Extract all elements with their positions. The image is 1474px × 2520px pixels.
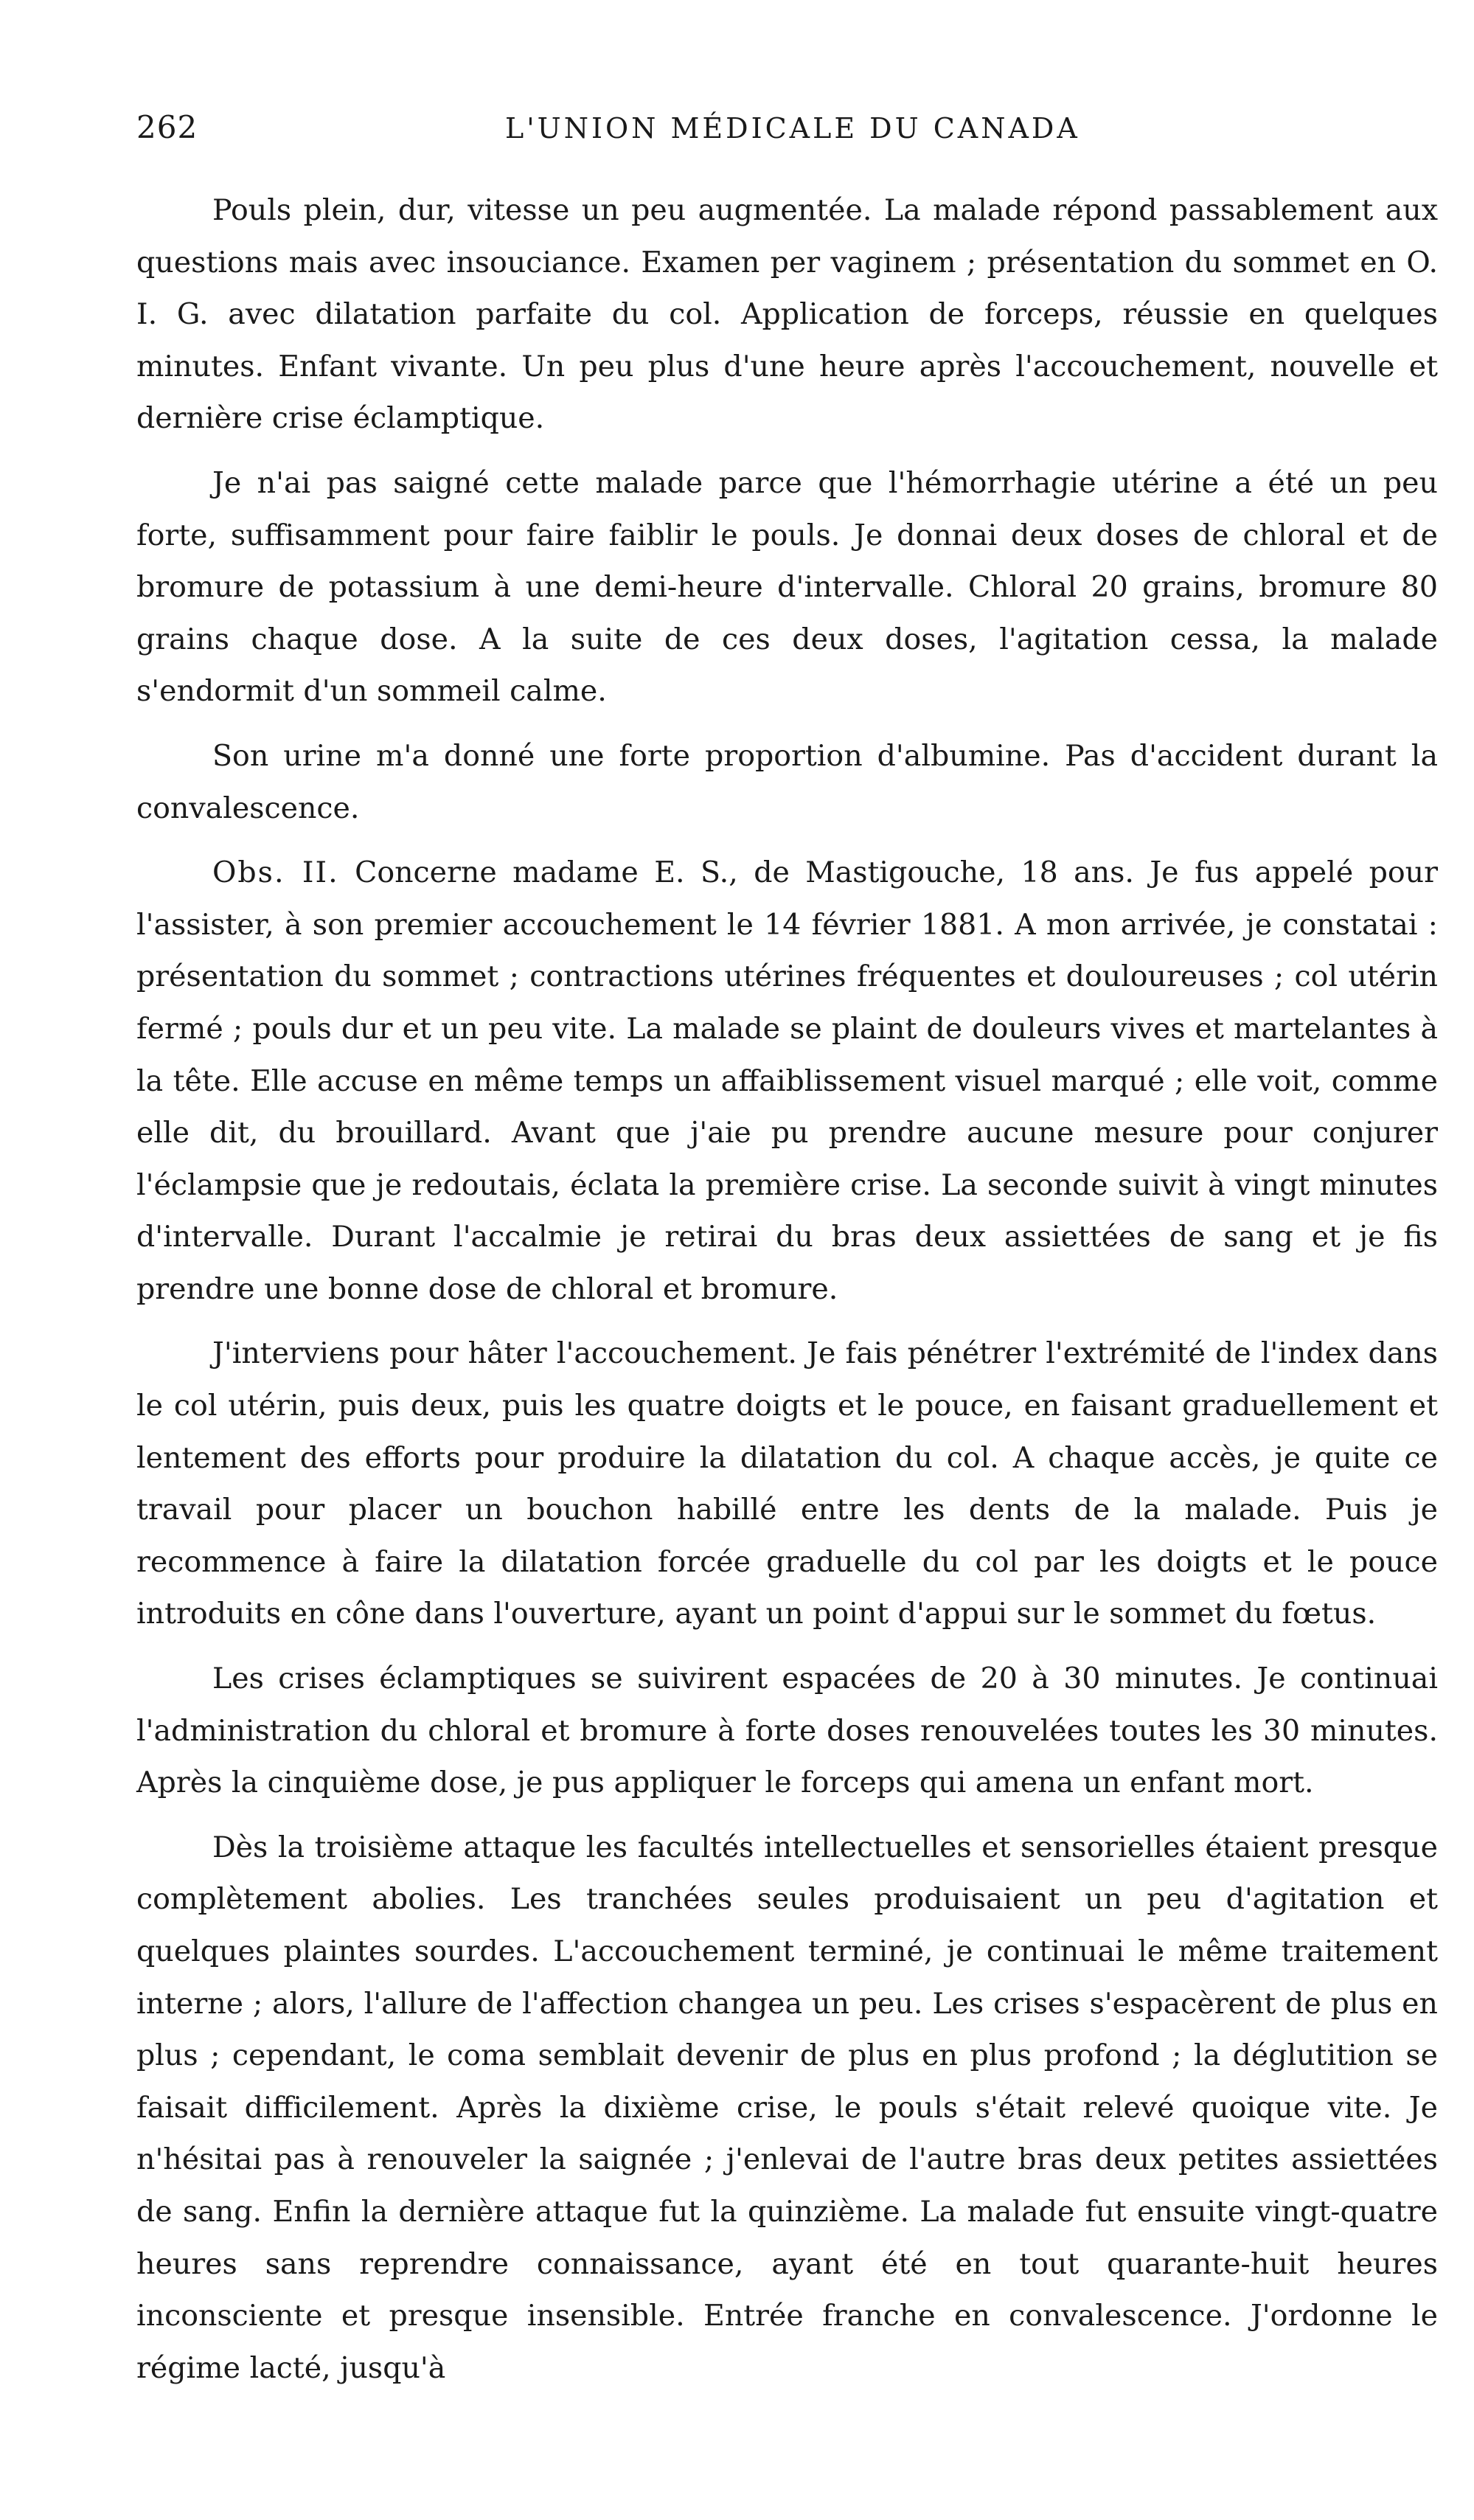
body-text bbox=[136, 184, 1438, 2406]
paragraph-5: J'interviens pour hâter l'accouchement. Je fais pénétrer l'extrémité de l'index dans le col utérin, puis deux, puis les quatre doigts et le pouce, en faisant graduellement et lentement des efforts pour produire la dilatation du col. A chaque accès, je quite ce travail pour placer un bouchon habillé entre les dents de la malade. Puis je recommence à faire la dilatation forcée graduelle du col par les doigts et le pouce introduits en cône dans l'ouverture, ayant un point d'appui sur le sommet du fœtus. bbox=[136, 1336, 1438, 1631]
page-header bbox=[136, 109, 1132, 153]
paragraph-6: Les crises éclamptiques se suivirent espacées de 20 à 30 minutes. Je continuai l'administration du chloral et bromure à forte doses renouvelées toutes les 30 minutes. Après la cinquième dose, je pus appliquer le forceps qui amena un enfant mort. bbox=[136, 1662, 1438, 1800]
page-number: 262 bbox=[136, 109, 198, 145]
observation-label: Obs. II. bbox=[212, 855, 339, 890]
paragraph-2: Je n'ai pas saigné cette malade parce que l'hémorrhagie utérine a été un peu forte, suffisamment pour faire faiblir le pouls. Je donnai deux doses de chloral et de bromure de potassium à une demi-heure d'intervalle. Chloral 20 grains, bromure 80 grains chaque dose. A la suite de ces deux doses, l'agitation cessa, la malade s'endormit d'un sommeil calme. bbox=[136, 465, 1438, 709]
running-title: L'UNION MÉDICALE DU CANADA bbox=[505, 112, 1080, 145]
paragraph-1: Pouls plein, dur, vitesse un peu augmentée. La malade répond passablement aux questions mais avec insouciance. Examen per vaginem ; présentation du sommet en O. I. G. avec dilatation parfaite du col. Application de forceps, réussie en quelques minutes. Enfant vivante. Un peu plus d'une heure après l'accouchement, nouvelle et dernière crise éclamptique. bbox=[136, 193, 1438, 436]
paragraph-4-obs-ii bbox=[136, 847, 1438, 1315]
paragraph-3: Son urine m'a donné une forte proportion d'albumine. Pas d'accident durant la convalescence. bbox=[136, 738, 1438, 825]
paragraph-4-text: Concerne madame E. S., de Mastigouche, 18 ans. Je fus appelé pour l'assister, à son premier accouchement le 14 février 1881. A mon arrivée, je constatai : présentation du sommet ; contractions utérines fréquentes et douloureuses ; col utérin fermé ; pouls dur et un peu vite. La malade se plaint de douleurs vives et martelantes à la tête. Elle accuse en même temps un affaiblissement visuel marqué ; elle voit, comme elle dit, du brouillard. Avant que j'aie pu prendre aucune mesure pour conjurer l'éclampsie que je redoutais, éclata la première crise. La seconde suivit à vingt minutes d'intervalle. Durant l'accalmie je retirai du bras deux assiettées de sang et je fis prendre une bonne dose de chloral et bromure. bbox=[136, 855, 1438, 1306]
paragraph-7: Dès la troisième attaque les facultés intellectuelles et sensorielles étaient presque complètement abolies. Les tranchées seules produisaient un peu d'agitation et quelques plaintes sourdes. L'accouchement terminé, je continuai le même traitement interne ; alors, l'allure de l'affection changea un peu. Les crises s'espacèrent de plus en plus ; cependant, le coma semblait devenir de plus en plus profond ; la déglutition se faisait difficilement. Après la dixième crise, le pouls s'était relevé quoique vite. Je n'hésitai pas à renouveler la saignée ; j'enlevai de l'autre bras deux petites assiettées de sang. Enfin la dernière attaque fut la quinzième. La malade fut ensuite vingt-quatre heures sans reprendre connaissance, ayant été en tout quarante-huit heures inconsciente et presque insensible. Entrée franche en convalescence. J'ordonne le régime lacté, jusqu'à bbox=[136, 1830, 1438, 2385]
